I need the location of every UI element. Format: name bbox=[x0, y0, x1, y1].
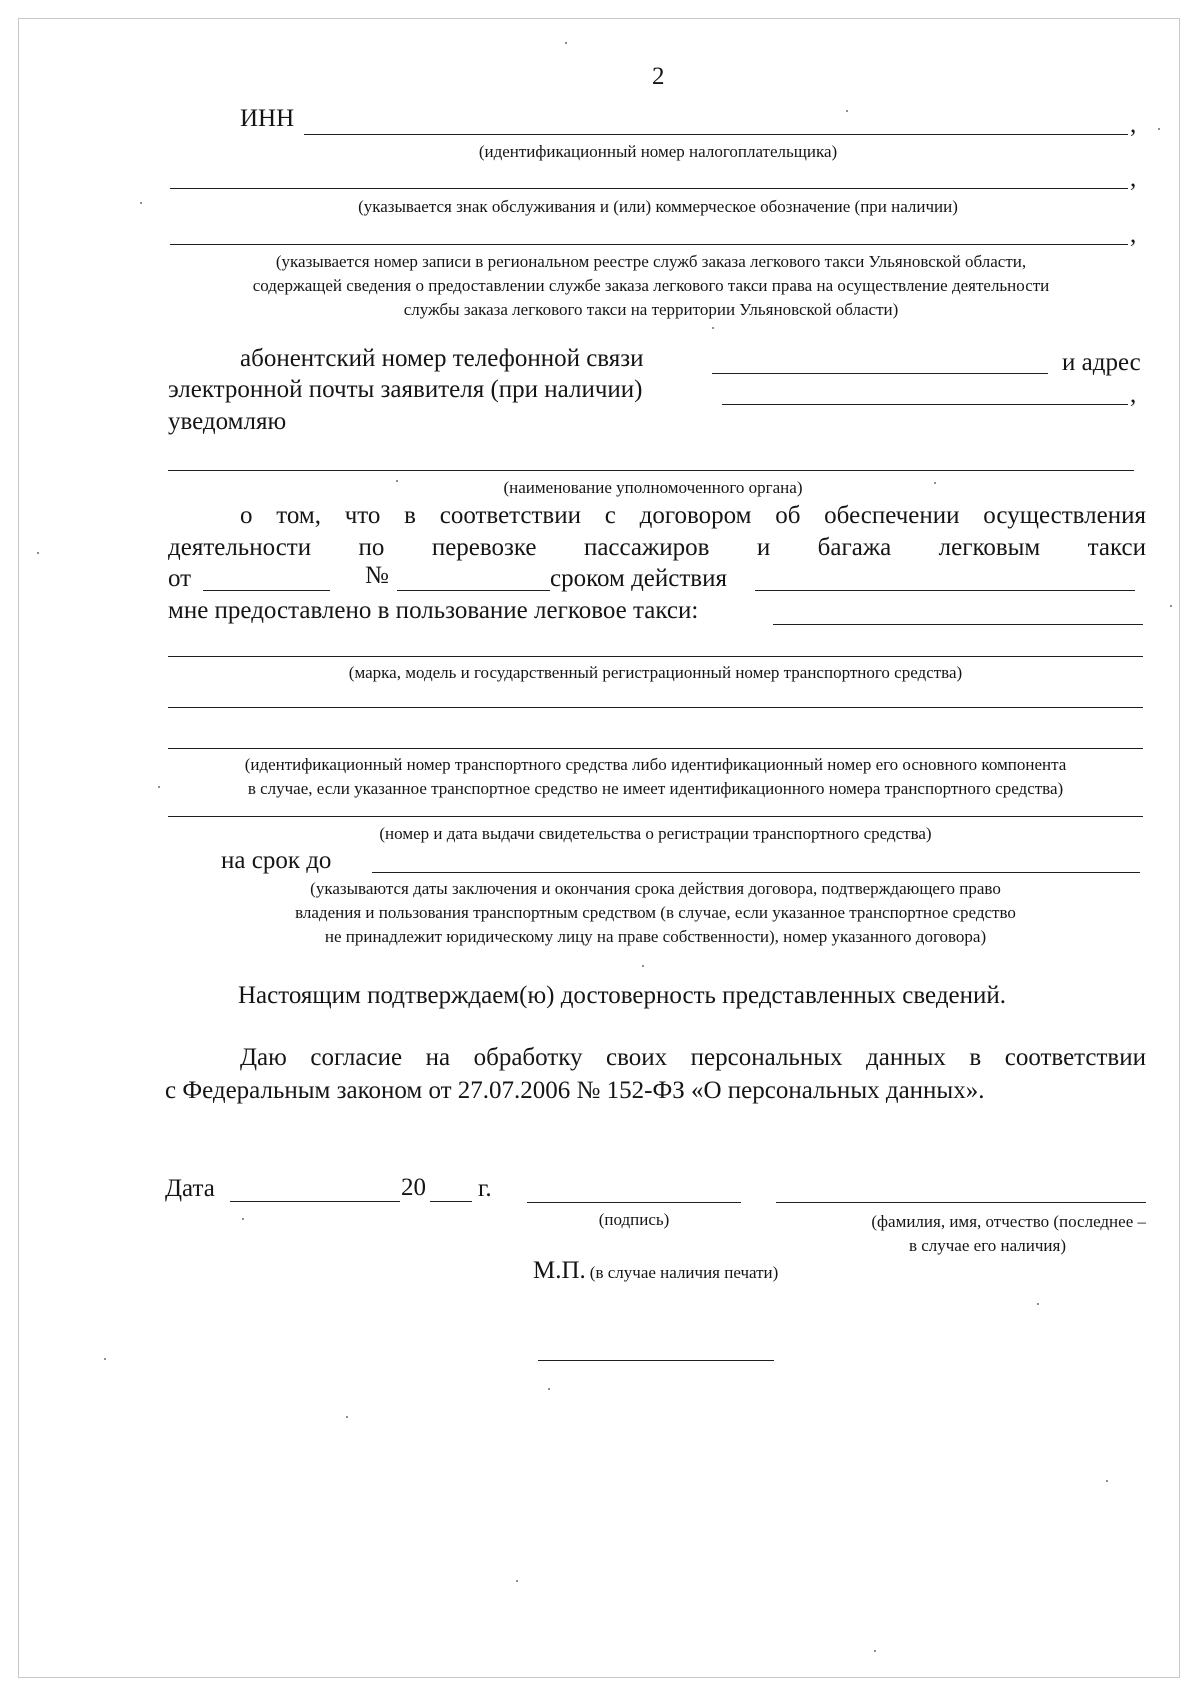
inn-field-line[interactable] bbox=[304, 134, 1128, 135]
full-name-caption-line-2: в случае его наличия) bbox=[908, 1236, 1066, 1255]
seal-line bbox=[533, 1258, 778, 1283]
email-comma: , bbox=[1130, 381, 1137, 408]
contract-from-label: от bbox=[168, 565, 192, 592]
scan-speck bbox=[346, 1416, 348, 1418]
scan-speck bbox=[846, 110, 848, 112]
registry-caption-line-1: (указывается номер записи в региональном реестре служб заказа легкового такси Ульяновской области, bbox=[275, 252, 1027, 271]
scan-speck bbox=[158, 786, 160, 788]
registry-caption-line-2: содержащей сведения о предоставлении службе заказа легкового такси права на осуществление деятельности bbox=[252, 276, 1050, 295]
email-field-line[interactable] bbox=[722, 404, 1128, 405]
scan-speck bbox=[548, 1388, 550, 1390]
service-mark-caption: (указывается знак обслуживания и (или) коммерческое обозначение (при наличии) bbox=[358, 197, 958, 216]
scan-speck bbox=[242, 1218, 244, 1220]
term-caption-line-2: владения и пользования транспортным средством (в случае, если указанное транспортное средство bbox=[295, 903, 1016, 922]
and-address-label: и адрес bbox=[1062, 349, 1141, 376]
scan-speck bbox=[934, 482, 936, 484]
year-suffix: г. bbox=[478, 1175, 492, 1202]
vehicle-extra-field-line[interactable] bbox=[168, 707, 1143, 708]
date-label: Дата bbox=[165, 1175, 215, 1202]
inn-caption: (идентификационный номер налогоплательщика) bbox=[478, 142, 838, 161]
seal-caption: (в случае наличия печати) bbox=[589, 1263, 779, 1282]
date-field-line[interactable] bbox=[230, 1201, 400, 1202]
scan-speck bbox=[140, 202, 142, 204]
contract-term-field-line[interactable] bbox=[755, 590, 1135, 591]
seal-label: М.П. bbox=[533, 1257, 586, 1284]
full-name-field-line[interactable] bbox=[776, 1202, 1146, 1203]
term-label: на срок до bbox=[221, 847, 332, 874]
vin-caption-line-1: (идентификационный номер транспортного средства либо идентификационный номер его основного компонента bbox=[244, 755, 1067, 774]
contract-date-field-line[interactable] bbox=[203, 590, 330, 591]
page-number: 2 bbox=[652, 63, 665, 90]
registration-certificate-caption: (номер и дата выдачи свидетельства о регистрации транспортного средства) bbox=[379, 824, 932, 843]
vehicle-brand-caption: (марка, модель и государственный регистрационный номер транспортного средства) bbox=[348, 663, 963, 682]
phone-label: абонентский номер телефонной связи bbox=[240, 345, 644, 372]
registration-certificate-field-line[interactable] bbox=[168, 816, 1143, 817]
vehicle-provided-text: мне предоставлено в пользование легковое такси: bbox=[168, 597, 699, 624]
contract-term-label: сроком действия bbox=[550, 565, 727, 592]
contract-text-line-2: деятельности по перевозке пассажиров и багажа легковым такси bbox=[168, 534, 1146, 561]
registry-comma: , bbox=[1130, 221, 1137, 248]
scan-speck bbox=[1106, 1480, 1108, 1482]
year-field-line[interactable] bbox=[430, 1201, 472, 1202]
closing-separator bbox=[538, 1360, 774, 1361]
inn-label: ИНН bbox=[240, 105, 295, 132]
vin-field-line[interactable] bbox=[168, 748, 1143, 749]
notify-text: уведомляю bbox=[168, 408, 287, 435]
confirmation-text: Настоящим подтверждаем(ю) достоверность представленных сведений. bbox=[238, 982, 1007, 1009]
contract-number-label: № bbox=[365, 562, 389, 589]
year-prefix: 20 bbox=[401, 1174, 426, 1201]
scan-speck bbox=[1037, 1303, 1039, 1305]
service-mark-field-line[interactable] bbox=[170, 188, 1128, 189]
vehicle-field-line[interactable] bbox=[773, 624, 1143, 625]
term-caption-line-1: (указываются даты заключения и окончания срока действия договора, подтверждающего право bbox=[310, 879, 1001, 898]
term-field-line[interactable] bbox=[372, 872, 1140, 873]
signature-field-line[interactable] bbox=[527, 1202, 741, 1203]
full-name-caption-line-1: (фамилия, имя, отчество (последнее – bbox=[871, 1212, 1146, 1231]
authority-caption: (наименование уполномоченного органа) bbox=[503, 478, 803, 497]
scan-speck bbox=[1158, 128, 1160, 130]
phone-field-line[interactable] bbox=[712, 373, 1048, 374]
scan-speck bbox=[37, 552, 39, 554]
inn-comma: , bbox=[1130, 111, 1137, 138]
scan-speck bbox=[104, 1358, 106, 1360]
scan-speck bbox=[396, 480, 398, 482]
registry-caption-line-3: службы заказа легкового такси на территории Ульяновской области) bbox=[403, 300, 899, 319]
scan-speck bbox=[565, 42, 567, 44]
vehicle-brand-field-line[interactable] bbox=[168, 656, 1143, 657]
scan-speck bbox=[712, 327, 714, 329]
term-caption-line-3: не принадлежит юридическому лицу на праве собственности), номер указанного договора) bbox=[324, 927, 987, 946]
registry-field-line[interactable] bbox=[170, 244, 1128, 245]
scan-speck bbox=[874, 1650, 876, 1652]
service-mark-comma: , bbox=[1130, 165, 1137, 192]
contract-number-field-line[interactable] bbox=[397, 590, 550, 591]
authority-field-line[interactable] bbox=[168, 470, 1134, 471]
email-label: электронной почты заявителя (при наличии) bbox=[168, 376, 643, 403]
contract-text-line-1: о том, что в соответствии с договором об обеспечении осуществления bbox=[240, 502, 1146, 529]
scan-speck bbox=[516, 1580, 518, 1582]
consent-text-line-2: с Федеральным законом от 27.07.2006 № 152-ФЗ «О персональных данных». bbox=[165, 1077, 985, 1104]
consent-text-line-1: Даю согласие на обработку своих персональных данных в соответствии bbox=[240, 1044, 1146, 1071]
scan-speck bbox=[1170, 605, 1172, 607]
signature-caption: (подпись) bbox=[598, 1210, 670, 1229]
scan-speck bbox=[642, 965, 644, 967]
vin-caption-line-2: в случае, если указанное транспортное средство не имеет идентификационного номера транспортного средства) bbox=[247, 779, 1064, 798]
